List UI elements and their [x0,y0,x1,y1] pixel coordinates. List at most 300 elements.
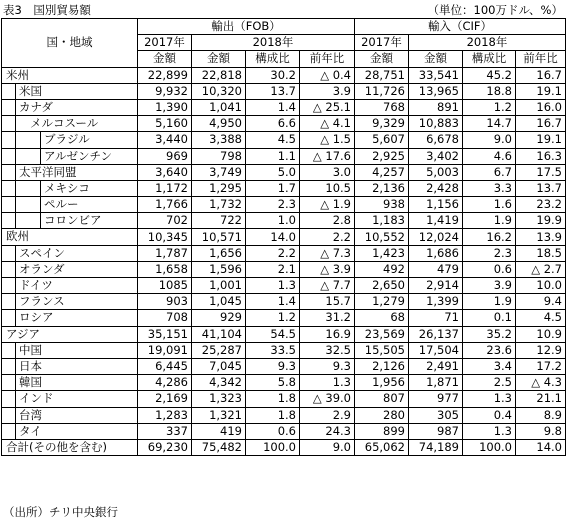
indent-guide [15,164,16,180]
value-cell: 25,287 [192,342,246,358]
value-cell: 702 [138,213,192,229]
value-cell: 2,126 [355,358,409,374]
table-row [2,197,566,213]
row-name-cell [2,132,138,148]
table-row [2,245,566,261]
value-cell: 9.0 [300,439,355,455]
value-cell: 3,640 [138,164,192,180]
value-cell: 1,156 [409,197,463,213]
value-cell: 1,321 [192,407,246,423]
value-cell: 1,399 [409,294,463,310]
value-cell: 1.6 [463,197,516,213]
value-cell: △ 0.4 [300,67,355,83]
indent-guide [40,213,41,229]
row-name-cell [2,407,138,423]
header-import-amount-2018: 金額 [409,51,463,67]
value-cell: 1,172 [138,180,192,196]
value-cell: 1.4 [246,99,300,115]
header-import-2018: 2018年 [409,35,566,51]
value-cell: 74,189 [409,439,463,455]
value-cell: 3.4 [463,358,516,374]
title-bar [0,0,567,17]
value-cell: 969 [138,148,192,164]
row-name-cell [2,261,138,277]
value-cell: 768 [355,99,409,115]
value-cell: 5,003 [409,164,463,180]
value-cell: △ 39.0 [300,391,355,407]
value-cell: 0.6 [463,261,516,277]
value-cell: 899 [355,423,409,439]
header-export: 輸出（FOB） [138,19,355,35]
indent-guide [15,116,16,132]
value-cell: 2.2 [246,245,300,261]
table-row [2,423,566,439]
value-cell: 10,345 [138,229,192,245]
value-cell: 4,257 [355,164,409,180]
value-cell: 16.0 [516,99,566,115]
value-cell: 69,230 [138,439,192,455]
value-cell: 1,766 [138,197,192,213]
value-cell: 1,045 [192,294,246,310]
value-cell: 14.0 [246,229,300,245]
indent-guide [15,375,16,391]
indent-guide [15,261,16,277]
value-cell: 4.6 [463,148,516,164]
value-cell: 10,320 [192,83,246,99]
value-cell: 1,658 [138,261,192,277]
value-cell: 5.8 [246,375,300,391]
row-name-cell [2,116,138,132]
value-cell: 1.3 [246,278,300,294]
value-cell: 798 [192,148,246,164]
value-cell: 23.2 [516,197,566,213]
row-name-cell [2,67,138,83]
row-name: ブラジル [44,132,90,147]
value-cell: 21.1 [516,391,566,407]
indent-guide [15,180,16,196]
row-name-cell [2,326,138,342]
value-cell: 33.5 [246,342,300,358]
row-name-cell [2,213,138,229]
value-cell: 9.8 [516,423,566,439]
table-row [2,99,566,115]
value-cell: 5,160 [138,116,192,132]
value-cell: 16.9 [300,326,355,342]
row-name-cell [2,180,138,196]
value-cell: 2.2 [300,229,355,245]
value-cell: 2,136 [355,180,409,196]
value-cell: 16.7 [516,116,566,132]
value-cell: 13.9 [516,229,566,245]
value-cell: 28,751 [355,67,409,83]
value-cell: 1,596 [192,261,246,277]
indent-guide [15,213,16,229]
value-cell: 7,045 [192,358,246,374]
row-name-cell [2,439,138,455]
value-cell: △ 7.7 [300,278,355,294]
value-cell: 19,091 [138,342,192,358]
value-cell: 1085 [138,278,192,294]
value-cell: 10,571 [192,229,246,245]
value-cell: 16.7 [516,67,566,83]
value-cell: 2.3 [246,197,300,213]
row-name: フランス [19,294,65,309]
indent-guide [40,197,41,213]
value-cell: 6,678 [409,132,463,148]
row-name-cell [2,391,138,407]
table-row [2,342,566,358]
value-cell: 1.3 [300,375,355,391]
value-cell: 18.8 [463,83,516,99]
value-cell: 16.2 [463,229,516,245]
value-cell: 100.0 [246,439,300,455]
value-cell: 3,440 [138,132,192,148]
header-region: 国・地域 [2,19,138,68]
row-name: 韓国 [19,375,42,390]
value-cell: 1,295 [192,180,246,196]
value-cell: 8.9 [516,407,566,423]
value-cell: △ 2.7 [516,261,566,277]
value-cell: 9.4 [516,294,566,310]
value-cell: 2,491 [409,358,463,374]
value-cell: 35,151 [138,326,192,342]
table-row [2,391,566,407]
value-cell: 12,024 [409,229,463,245]
indent-guide [15,407,16,423]
value-cell: 3,749 [192,164,246,180]
value-cell: 2,428 [409,180,463,196]
header-export-amount-2017: 金額 [138,51,192,67]
table-row [2,164,566,180]
indent-guide [15,83,16,99]
table-row [2,148,566,164]
indent-guide [15,342,16,358]
value-cell: 2,650 [355,278,409,294]
value-cell: 15,505 [355,342,409,358]
value-cell: 1,283 [138,407,192,423]
row-name-cell [2,197,138,213]
row-name-cell [2,375,138,391]
value-cell: 1,871 [409,375,463,391]
indent-guide [40,148,41,164]
value-cell: 15.7 [300,294,355,310]
value-cell: 3,388 [192,132,246,148]
value-cell: 19.1 [516,83,566,99]
value-cell: 1.2 [246,310,300,326]
value-cell: 492 [355,261,409,277]
value-cell: △ 1.5 [300,132,355,148]
value-cell: △ 4.1 [300,116,355,132]
value-cell: △ 17.6 [300,148,355,164]
value-cell: 22,899 [138,67,192,83]
value-cell: 9,329 [355,116,409,132]
indent-guide [15,358,16,374]
value-cell: △ 7.3 [300,245,355,261]
value-cell: 1,732 [192,197,246,213]
value-cell: 16.3 [516,148,566,164]
value-cell: △ 1.9 [300,197,355,213]
header-export-share: 構成比 [246,51,300,67]
value-cell: 10,883 [409,116,463,132]
value-cell: △ 4.3 [516,375,566,391]
indent-guide [15,391,16,407]
row-name: インド [19,391,54,406]
indent-guide [15,294,16,310]
row-name: ドイツ [19,278,53,292]
value-cell: 11,726 [355,83,409,99]
row-name-cell [2,342,138,358]
value-cell: 1,390 [138,99,192,115]
value-cell: 722 [192,213,246,229]
value-cell: 337 [138,423,192,439]
value-cell: 4.5 [516,310,566,326]
table-row [2,180,566,196]
value-cell: 3.3 [463,180,516,196]
indent-guide [15,245,16,261]
value-cell: 13,965 [409,83,463,99]
value-cell: 938 [355,197,409,213]
value-cell: 1,183 [355,213,409,229]
table-row [2,83,566,99]
value-cell: 1.8 [246,391,300,407]
value-cell: 1.9 [463,213,516,229]
value-cell: 4.5 [246,132,300,148]
row-name: 台湾 [19,407,42,422]
value-cell: 977 [409,391,463,407]
row-name: メルコスール [30,116,99,131]
value-cell: 14.0 [516,439,566,455]
value-cell: 31.2 [300,310,355,326]
value-cell: 35.2 [463,326,516,342]
value-cell: 1,423 [355,245,409,261]
indent-guide [15,132,16,148]
value-cell: 33,541 [409,67,463,83]
value-cell: 24.3 [300,423,355,439]
row-name: アルゼンチン [44,148,112,163]
value-cell: 1.0 [246,213,300,229]
header-import-2017: 2017年 [355,35,409,51]
value-cell: 9.3 [246,358,300,374]
value-cell: 2,914 [409,278,463,294]
value-cell: 5.0 [246,164,300,180]
value-cell: 41,104 [192,326,246,342]
value-cell: 14.7 [463,116,516,132]
value-cell: 54.5 [246,326,300,342]
value-cell: 18.5 [516,245,566,261]
value-cell: 32.5 [300,342,355,358]
indent-guide [15,423,16,439]
value-cell: 75,482 [192,439,246,455]
value-cell: 1,041 [192,99,246,115]
value-cell: 2.3 [463,245,516,261]
value-cell: 30.2 [246,67,300,83]
value-cell: 6.6 [246,116,300,132]
value-cell: 10.5 [300,180,355,196]
value-cell: 17.5 [516,164,566,180]
value-cell: △ 25.1 [300,99,355,115]
value-cell: 10,552 [355,229,409,245]
value-cell: 1,686 [409,245,463,261]
value-cell: 3.9 [463,278,516,294]
table-row [2,294,566,310]
value-cell: 0.6 [246,423,300,439]
value-cell: 708 [138,310,192,326]
value-cell: 12.9 [516,342,566,358]
row-name: 日本 [19,358,42,373]
value-cell: 26,137 [409,326,463,342]
indent-guide [15,99,16,115]
indent-guide [15,148,16,164]
row-name: 欧州 [6,229,29,244]
row-name: 米国 [19,83,42,98]
value-cell: 2,925 [355,148,409,164]
row-name: 合計(その他を含む) [6,439,107,454]
row-name-cell [2,423,138,439]
row-name: タイ [19,423,42,438]
header-export-amount-2018: 金額 [192,51,246,67]
value-cell: 280 [355,407,409,423]
value-cell: 100.0 [463,439,516,455]
row-name-cell [2,358,138,374]
value-cell: 17,504 [409,342,463,358]
table-row [2,310,566,326]
value-cell: 1,279 [355,294,409,310]
value-cell: 3.0 [300,164,355,180]
value-cell: △ 3.9 [300,261,355,277]
header-import: 輸入（CIF） [355,19,566,35]
table-row [2,132,566,148]
table-row [2,116,566,132]
value-cell: 9,932 [138,83,192,99]
table-row [2,375,566,391]
row-name: カナダ [19,99,53,114]
source-note: （出所）チリ中央銀行 [3,505,118,519]
value-cell: 9.0 [463,132,516,148]
value-cell: 23.6 [463,342,516,358]
value-cell: 6,445 [138,358,192,374]
value-cell: 17.2 [516,358,566,374]
row-name-cell [2,245,138,261]
value-cell: 2.9 [300,407,355,423]
row-name: コロンビア [44,213,102,228]
indent-guide [40,132,41,148]
value-cell: 13.7 [246,83,300,99]
table-row [2,278,566,294]
table-body [2,67,566,456]
value-cell: 1.2 [463,99,516,115]
value-cell: 1,787 [138,245,192,261]
value-cell: 1.9 [463,294,516,310]
table-total-row [2,439,566,455]
value-cell: 1.3 [463,391,516,407]
value-cell: 3.9 [300,83,355,99]
table-row [2,67,566,83]
value-cell: 929 [192,310,246,326]
value-cell: 1,323 [192,391,246,407]
trade-table [1,18,566,456]
value-cell: 1.4 [246,294,300,310]
value-cell: 10.0 [516,278,566,294]
row-name: スペイン [19,245,65,260]
header-import-share: 構成比 [463,51,516,67]
row-name: ロシア [19,310,54,325]
value-cell: 305 [409,407,463,423]
value-cell: 903 [138,294,192,310]
row-name-cell [2,229,138,245]
row-name-cell [2,99,138,115]
header-export-yoy: 前年比 [300,51,355,67]
value-cell: 1.3 [463,423,516,439]
value-cell: 1.8 [246,407,300,423]
row-name: オランダ [19,261,65,276]
value-cell: 9.3 [300,358,355,374]
row-name-cell [2,83,138,99]
header-import-amount-2017: 金額 [355,51,409,67]
value-cell: 1,001 [192,278,246,294]
header-import-yoy: 前年比 [516,51,566,67]
table-row [2,213,566,229]
indent-guide [15,197,16,213]
value-cell: 1,956 [355,375,409,391]
row-name: 太平洋同盟 [19,164,77,179]
value-cell: 4,950 [192,116,246,132]
value-cell: 3,402 [409,148,463,164]
value-cell: 45.2 [463,67,516,83]
row-name: メキシコ [44,180,90,195]
table-row [2,326,566,342]
value-cell: 987 [409,423,463,439]
value-cell: 1.7 [246,180,300,196]
value-cell: 1,419 [409,213,463,229]
value-cell: 71 [409,310,463,326]
indent-guide [15,278,16,294]
value-cell: 1.1 [246,148,300,164]
row-name: ペルー [44,197,79,212]
value-cell: 19.9 [516,213,566,229]
row-name: アジア [6,326,41,341]
value-cell: 2,169 [138,391,192,407]
value-cell: 68 [355,310,409,326]
value-cell: 19.1 [516,132,566,148]
value-cell: 0.1 [463,310,516,326]
value-cell: 807 [355,391,409,407]
value-cell: 891 [409,99,463,115]
indent-guide [15,310,16,326]
header-export-2018: 2018年 [192,35,355,51]
value-cell: 2.1 [246,261,300,277]
value-cell: 479 [409,261,463,277]
value-cell: 2.5 [463,375,516,391]
row-name-cell [2,148,138,164]
row-name: 中国 [19,342,42,357]
table-row [2,358,566,374]
row-name: 米州 [6,67,29,82]
value-cell: 5,607 [355,132,409,148]
row-name-cell [2,278,138,294]
value-cell: 23,569 [355,326,409,342]
row-name-cell [2,164,138,180]
indent-guide [40,180,41,196]
row-name-cell [2,310,138,326]
value-cell: 6.7 [463,164,516,180]
value-cell: 2.8 [300,213,355,229]
table-row [2,407,566,423]
value-cell: 10.9 [516,326,566,342]
table-row [2,229,566,245]
table-row [2,261,566,277]
row-name-cell [2,294,138,310]
value-cell: 0.4 [463,407,516,423]
